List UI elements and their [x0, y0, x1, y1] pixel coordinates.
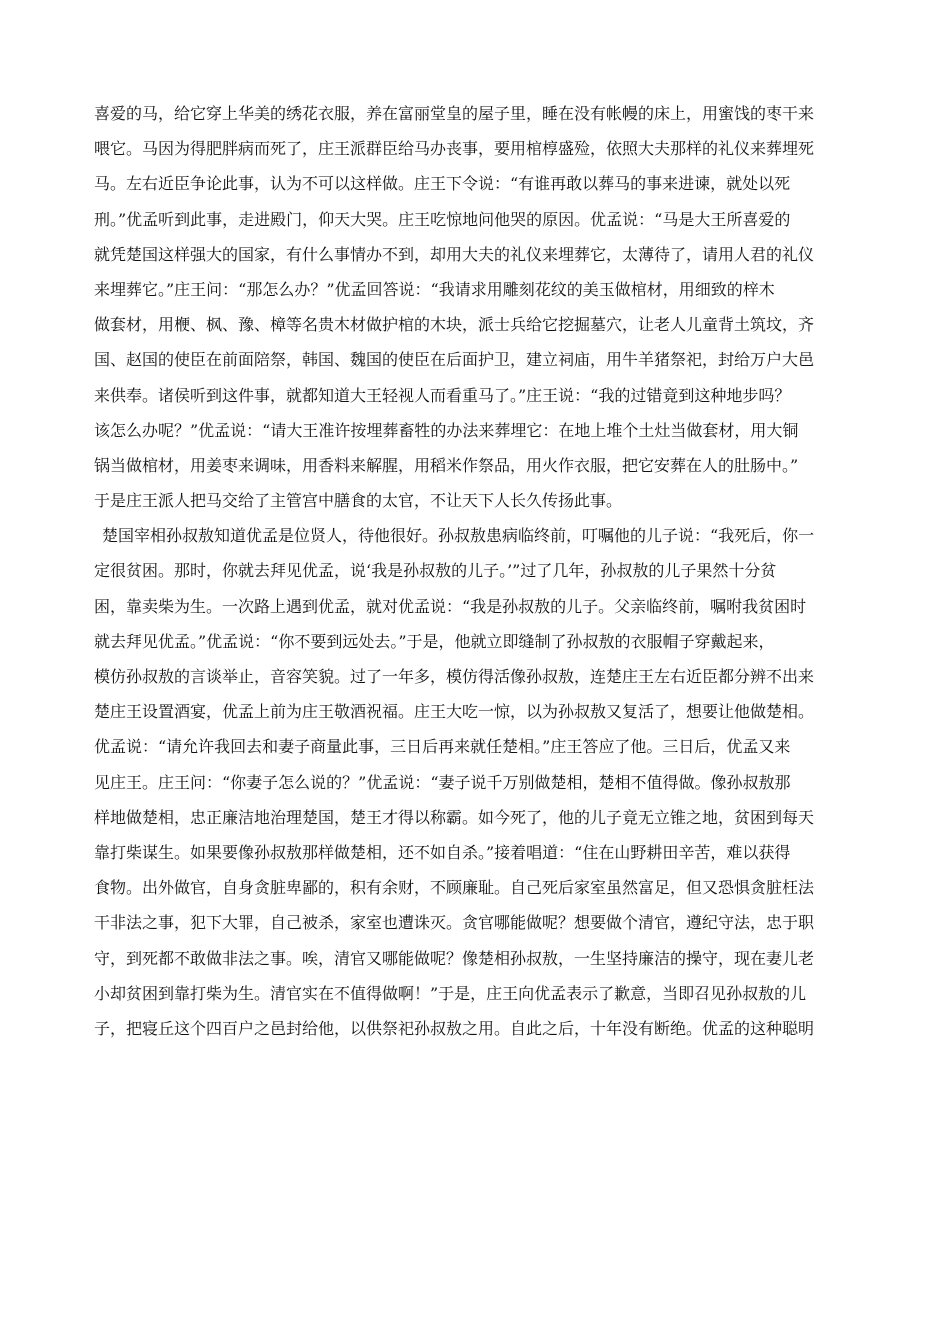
text-line: 守，到死都不敢做非法之事。唉，清官又哪能做呢？像楚相孙叔敖，一生坚持廉洁的操守，现在妻儿老 — [94, 948, 815, 968]
document-body — [94, 96, 864, 1046]
text-line: 困，靠卖柴为生。一次路上遇到优孟，就对优孟说：“我是孙叔敖的儿子。父亲临终前，嘱咐我贫困时 — [94, 596, 807, 616]
text-line: 食物。出外做官，自身贪脏卑鄙的，积有余财，不顾廉耻。自己死后家室虽然富足，但又恐惧贪脏枉法 — [94, 878, 815, 898]
text-line: 做套材，用楩、枫、豫、樟等名贵木材做护棺的木块，派士兵给它挖掘墓穴，让老人儿童背土筑坟，齐 — [94, 315, 815, 335]
text-line: 该怎么办呢？”优孟说：“请大王准许按埋葬畜牲的办法来葬埋它：在地上堆个土灶当做套材，用大铜 — [94, 420, 799, 440]
text-line: 楚国宰相孙叔敖知道优孟是位贤人，待他很好。孙叔敖患病临终前，叮嘱他的儿子说：“我死后，你一 — [102, 526, 815, 546]
text-line: 刑。”优孟听到此事，走进殿门，仰天大哭。庄王吃惊地问他哭的原因。优孟说：“马是大王所喜爱的 — [94, 209, 791, 229]
paragraph-2 — [94, 518, 864, 1046]
text-line: 喜爱的马，给它穿上华美的绣花衣服，养在富丽堂皇的屋子里，睡在没有帐幔的床上，用蜜饯的枣干来 — [94, 104, 815, 123]
text-line: 小却贫困到靠打柴为生。清官实在不值得做啊！”于是，庄王向优孟表示了歉意，当即召见孙叔敖的儿 — [94, 983, 807, 1003]
text-line: 就去拜见优孟。”优孟说：“你不要到远处去。”于是，他就立即缝制了孙叔敖的衣服帽子穿戴起来， — [94, 631, 775, 651]
text-line: 就凭楚国这样强大的国家，有什么事情办不到，却用大夫的礼仪来埋葬它，太薄待了，请用人君的礼仪 — [94, 244, 815, 264]
paragraph-1 — [94, 96, 864, 518]
text-line: 马。左右近臣争论此事，认为不可以这样做。庄王下令说：“有谁再敢以葬马的事来进谏，就处以死 — [94, 174, 791, 194]
text-line: 定很贫困。那时，你就去拜见优孟，说‘我是孙叔敖的儿子。’”过了几年，孙叔敖的儿子果然十分贫 — [94, 561, 777, 581]
text-line: 于是庄王派人把马交给了主管宫中膳食的太官，不让天下人长久传扬此事。 — [94, 491, 623, 511]
text-line: 干非法之事，犯下大罪，自己被杀，家室也遭诛灭。贪官哪能做呢？想要做个清官，遵纪守法，忠于职 — [94, 913, 815, 933]
text-line: 锅当做棺材，用姜枣来调味，用香料来解腥，用稻米作祭品，用火作衣服，把它安葬在人的肚肠中。” — [94, 455, 799, 475]
text-line: 优孟说：“请允许我回去和妻子商量此事，三日后再来就任楚相。”庄王答应了他。三日后，优孟又来 — [94, 737, 791, 757]
text-line: 来埋葬它。”庄王问：“那怎么办？”优孟回答说：“我请求用雕刻花纹的美玉做棺材，用细致的梓木 — [94, 279, 775, 299]
text-line: 见庄王。庄王问：“你妻子怎么说的？”优孟说：“妻子说千万别做楚相，楚相不值得做。像孙叔敖那 — [94, 772, 791, 792]
text-line: 样地做楚相，忠正廉洁地治理楚国，楚王才得以称霸。如今死了，他的儿子竟无立锥之地，贫困到每天 — [94, 807, 815, 827]
text-line: 喂它。马因为得肥胖病而死了，庄王派群臣给马办丧事，要用棺椁盛殓，依照大夫那样的礼仪来葬埋死 — [94, 139, 815, 159]
text-line: 楚庄王设置酒宴，优孟上前为庄王敬酒祝福。庄王大吃一惊，以为孙叔敖又复活了，想要让他做楚相。 — [94, 702, 815, 722]
text-line: 子，把寝丘这个四百户之邑封给他，以供祭祀孙叔敖之用。自此之后，十年没有断绝。优孟的这种聪明 — [94, 1018, 815, 1038]
text-line: 模仿孙叔敖的言谈举止，音容笑貌。过了一年多，模仿得活像孙叔敖，连楚庄王左右近臣都分辨不出来 — [94, 667, 815, 686]
text-line: 国、赵国的使臣在前面陪祭，韩国、魏国的使臣在后面护卫，建立祠庙，用牛羊猪祭祀，封给万户大邑 — [94, 350, 815, 370]
text-line: 来供奉。诸侯听到这件事，就都知道大王轻视人而看重马了。”庄王说：“我的过错竟到这种地步吗？ — [94, 385, 791, 405]
text-line: 靠打柴谋生。如果要像孙叔敖那样做楚相，还不如自杀。”接着唱道：“住在山野耕田辛苦，难以获得 — [94, 842, 791, 862]
